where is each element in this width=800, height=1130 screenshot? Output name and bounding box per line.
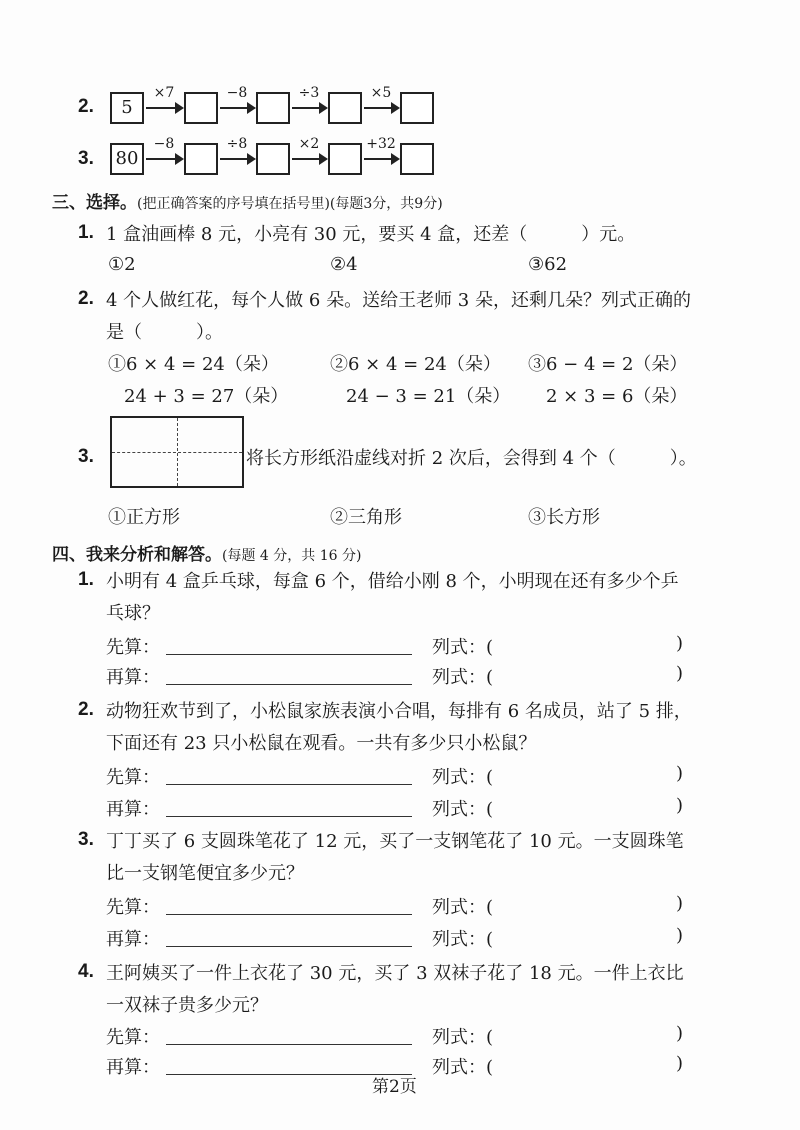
- start-box: 5: [110, 92, 144, 124]
- chain-number: 2.: [78, 96, 94, 117]
- first-step-answer-line[interactable]: [166, 784, 412, 785]
- option-b-line2: 24 − 3 = 21（朵）: [346, 386, 511, 407]
- first-step-label: 先算：: [106, 1027, 160, 1048]
- page-number: 第2页: [372, 1077, 417, 1097]
- folded-rectangle-figure: [110, 416, 244, 488]
- option-b: ②6 × 4 = 24（朵）: [330, 354, 501, 375]
- section-3-heading: [52, 188, 443, 213]
- problem-number: 2.: [78, 699, 94, 720]
- problem-number: 3.: [78, 829, 94, 850]
- arrow: [146, 107, 182, 109]
- option-a: ①2: [108, 254, 136, 275]
- problem-number: 4.: [78, 961, 94, 982]
- second-step-answer-line[interactable]: [166, 946, 412, 947]
- second-step-answer-line[interactable]: [166, 816, 412, 817]
- formula-label: 列式：(: [432, 897, 494, 918]
- option-b: ②三角形: [330, 507, 402, 528]
- first-step-answer-line[interactable]: [166, 914, 412, 915]
- answer-box[interactable]: [256, 92, 290, 124]
- problem-text: 王阿姨买了一件上衣花了 30 元，买了 3 双袜子花了 18 元。一件上衣比: [106, 963, 684, 984]
- option-a: ①正方形: [108, 507, 180, 528]
- close-paren: ): [676, 795, 684, 816]
- arrow: [146, 158, 182, 160]
- arrow: [292, 107, 326, 109]
- arrow: [220, 158, 254, 160]
- arrow: [364, 107, 398, 109]
- formula-label: 列式：(: [432, 767, 494, 788]
- section-note: (把正确答案的序号填在括号里)(每题3分，共9分): [137, 196, 443, 212]
- question-text: 是（ ）。: [106, 322, 223, 343]
- chain-number: 3.: [78, 148, 94, 169]
- second-step-label: 再算：: [106, 929, 160, 950]
- question-number: 1.: [78, 222, 94, 243]
- option-c: ③长方形: [528, 507, 600, 528]
- problem-text: 丁丁买了 6 支圆珠笔花了 12 元，买了一支钢笔花了 10 元。一支圆珠笔: [106, 831, 684, 852]
- problem-text: 下面还有 23 只小松鼠在观看。一共有多少只小松鼠？: [106, 733, 537, 754]
- second-step-answer-line[interactable]: [166, 684, 412, 685]
- problem-text: 一双袜子贵多少元？: [106, 995, 268, 1016]
- operation-label: −8: [226, 85, 248, 101]
- first-step-label: 先算：: [106, 767, 160, 788]
- operation-label: ÷8: [226, 136, 248, 152]
- section-note: (每题 4 分，共 16 分): [222, 548, 362, 564]
- close-paren: ): [676, 893, 684, 914]
- close-paren: ): [676, 663, 684, 684]
- close-paren: ): [676, 1053, 684, 1074]
- close-paren: ): [676, 763, 684, 784]
- dashed-fold-line: [177, 418, 178, 486]
- option-b: ②4: [330, 254, 358, 275]
- problem-text: 比一支钢笔便宜多少元？: [106, 863, 304, 884]
- option-a-line2: 24 + 3 = 27（朵）: [124, 386, 289, 407]
- question-text: 将长方形纸沿虚线对折 2 次后，会得到 4 个（ ）。: [246, 448, 697, 469]
- problem-number: 1.: [78, 569, 94, 590]
- answer-box[interactable]: [256, 143, 290, 175]
- operation-label: ÷3: [298, 85, 320, 101]
- section-title: 四、我来分析和解答。: [52, 545, 222, 565]
- answer-box[interactable]: [400, 143, 434, 175]
- first-step-label: 先算：: [106, 637, 160, 658]
- operation-label: ×7: [153, 85, 175, 101]
- problem-text: 乓球？: [106, 603, 160, 624]
- start-box: 80: [110, 143, 144, 175]
- answer-box[interactable]: [328, 143, 362, 175]
- formula-label: 列式：(: [432, 1057, 494, 1078]
- answer-box[interactable]: [400, 92, 434, 124]
- problem-text: 小明有 4 盒乒乓球，每盒 6 个，借给小刚 8 个，小明现在还有多少个乒: [106, 571, 679, 592]
- formula-label: 列式：(: [432, 929, 494, 950]
- first-step-label: 先算：: [106, 897, 160, 918]
- second-step-label: 再算：: [106, 667, 160, 688]
- section-4-heading: [52, 540, 361, 565]
- close-paren: ): [676, 1023, 684, 1044]
- answer-box[interactable]: [184, 143, 218, 175]
- operation-label: −8: [153, 136, 175, 152]
- first-step-answer-line[interactable]: [166, 1044, 412, 1045]
- first-step-answer-line[interactable]: [166, 654, 412, 655]
- problem-text: 动物狂欢节到了，小松鼠家族表演小合唱，每排有 6 名成员，站了 5 排，: [106, 701, 692, 722]
- question-text: 4 个人做红花，每个人做 6 朵。送给王老师 3 朵，还剩几朵？列式正确的: [106, 290, 691, 311]
- formula-label: 列式：(: [432, 667, 494, 688]
- answer-box[interactable]: [184, 92, 218, 124]
- operation-label: ×2: [298, 136, 320, 152]
- section-title: 三、选择。: [52, 193, 137, 213]
- question-text: 1 盒油画棒 8 元，小亮有 30 元，要买 4 盒，还差（ ）元。: [106, 224, 636, 245]
- close-paren: ): [676, 633, 684, 654]
- option-c: ③62: [528, 254, 568, 275]
- arrow: [364, 158, 398, 160]
- formula-label: 列式：(: [432, 1027, 494, 1048]
- option-a: ①6 × 4 = 24（朵）: [108, 354, 279, 375]
- question-number: 3.: [78, 446, 94, 467]
- arrow: [220, 107, 254, 109]
- second-step-label: 再算：: [106, 799, 160, 820]
- formula-label: 列式：(: [432, 637, 494, 658]
- option-c: ③6 − 4 = 2（朵）: [528, 354, 688, 375]
- operation-label: +32: [366, 136, 396, 152]
- option-c-line2: 2 × 3 = 6（朵）: [546, 386, 688, 407]
- operation-label: ×5: [370, 85, 392, 101]
- close-paren: ): [676, 925, 684, 946]
- second-step-label: 再算：: [106, 1057, 160, 1078]
- formula-label: 列式：(: [432, 799, 494, 820]
- answer-box[interactable]: [328, 92, 362, 124]
- arrow: [292, 158, 326, 160]
- question-number: 2.: [78, 288, 94, 309]
